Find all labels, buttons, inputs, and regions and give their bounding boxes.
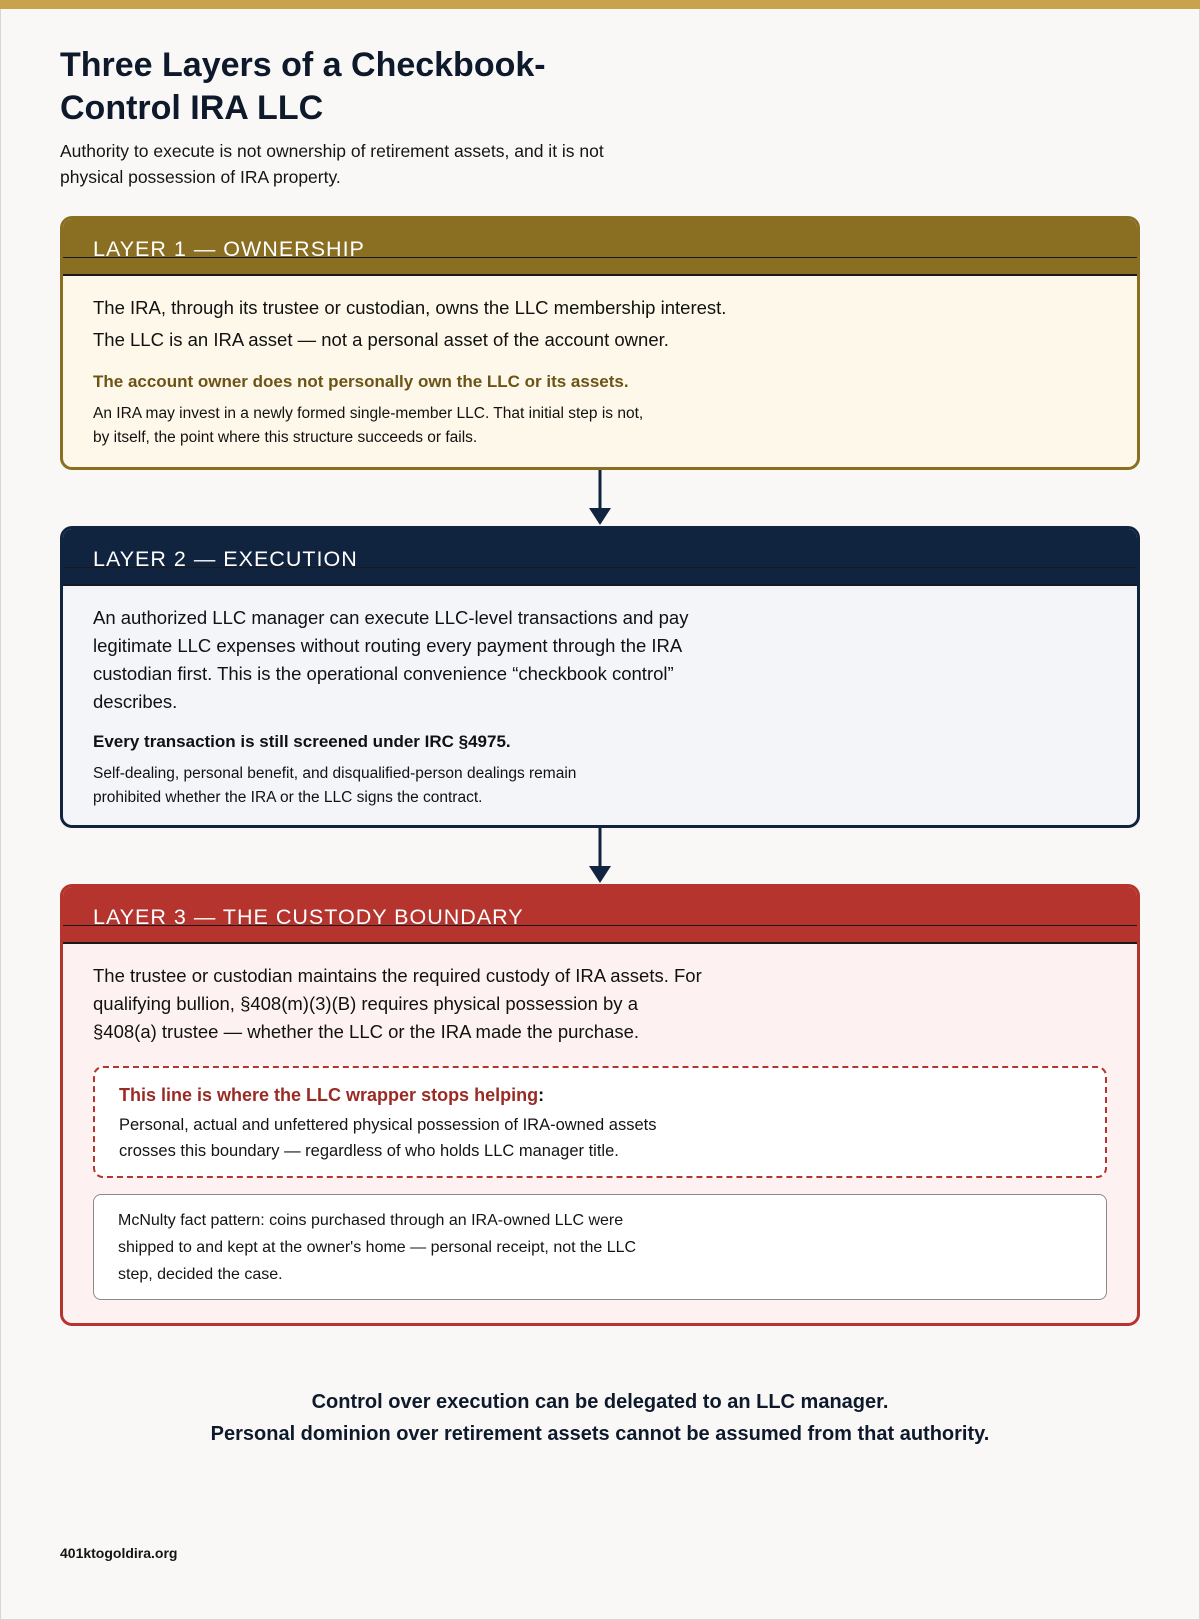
layer-2-header bbox=[63, 529, 1137, 586]
layer-2-detail-note: Self-dealing, personal benefit, and disqualified-person dealings remain prohibited whether the IRA or the LLC signs the contract. bbox=[93, 765, 577, 806]
layer-1-line-1: The IRA, through its trustee or custodian, owns the LLC membership interest. bbox=[93, 297, 727, 318]
layer-2-key-note: Every transaction is still screened under IRC §4975. bbox=[93, 732, 511, 751]
warning-text: Personal, actual and unfettered physical possession of IRA-owned assets crosses this boundary — regardless of who holds LLC manager title. bbox=[119, 1116, 657, 1160]
conclusion-line-1: Control over execution can be delegated to an LLC manager. bbox=[311, 1391, 889, 1413]
layer-1-detail-note: An IRA may invest in a newly formed single-member LLC. That initial step is not, by itself, the point where this structure succeeds or fails. bbox=[93, 405, 644, 446]
conclusion-line-2: Personal dominion over retirement assets cannot be assumed from that authority. bbox=[210, 1423, 990, 1445]
warning-title-colon: : bbox=[538, 1085, 545, 1105]
footer-site-name: 401ktogoldira.org bbox=[60, 1545, 178, 1561]
top-accent-bar bbox=[0, 0, 1200, 9]
layer-3-body: The trustee or custodian maintains the required custody of IRA assets. For qualifying bullion, §408(m)(3)(B) requires physical possession by a §408(a) trustee — whether the LLC or the IRA made the purchase. bbox=[93, 965, 702, 1042]
case-example-box bbox=[93, 1194, 1107, 1300]
layer-2-header-label: LAYER 2 — EXECUTION bbox=[93, 547, 358, 571]
arrow-down-icon bbox=[588, 470, 612, 526]
layer-1-key-note: The account owner does not personally own the LLC or its assets. bbox=[93, 372, 629, 391]
conclusion bbox=[0, 1386, 1200, 1450]
layer-1-header-label: LAYER 1 — OWNERSHIP bbox=[93, 237, 365, 261]
layer-1-header bbox=[63, 219, 1137, 276]
layer-3-header bbox=[63, 887, 1137, 944]
arrow-down-icon bbox=[588, 828, 612, 884]
page-subtitle: Authority to execute is not ownership of retirement assets, and it is not physical possession of IRA property. bbox=[60, 141, 604, 187]
layer-2-execution-box bbox=[60, 526, 1140, 828]
layer-2-body: An authorized LLC manager can execute LLC-level transactions and pay legitimate LLC expenses without routing every payment through the IRA custodian first. This is the operational convenience “checkbook control” describes. bbox=[93, 607, 689, 712]
layer-3-header-label: LAYER 3 — THE CUSTODY BOUNDARY bbox=[93, 905, 524, 929]
page-title: Three Layers of a Checkbook-Control IRA LLC bbox=[60, 46, 546, 127]
warning-title-text: This line is where the LLC wrapper stops helping bbox=[119, 1085, 539, 1105]
warning-title bbox=[119, 1082, 1081, 1108]
custody-boundary-warning-box bbox=[93, 1066, 1107, 1178]
case-example-text: McNulty fact pattern: coins purchased through an IRA-owned LLC were shipped to and kept at the owner's home — personal receipt, not the LLC step, decided the case. bbox=[118, 1212, 637, 1283]
layer-1-ownership-box bbox=[60, 216, 1140, 470]
layer-1-line-2: The LLC is an IRA asset — not a personal asset of the account owner. bbox=[93, 329, 669, 350]
layer-3-custody-box bbox=[60, 884, 1140, 1326]
